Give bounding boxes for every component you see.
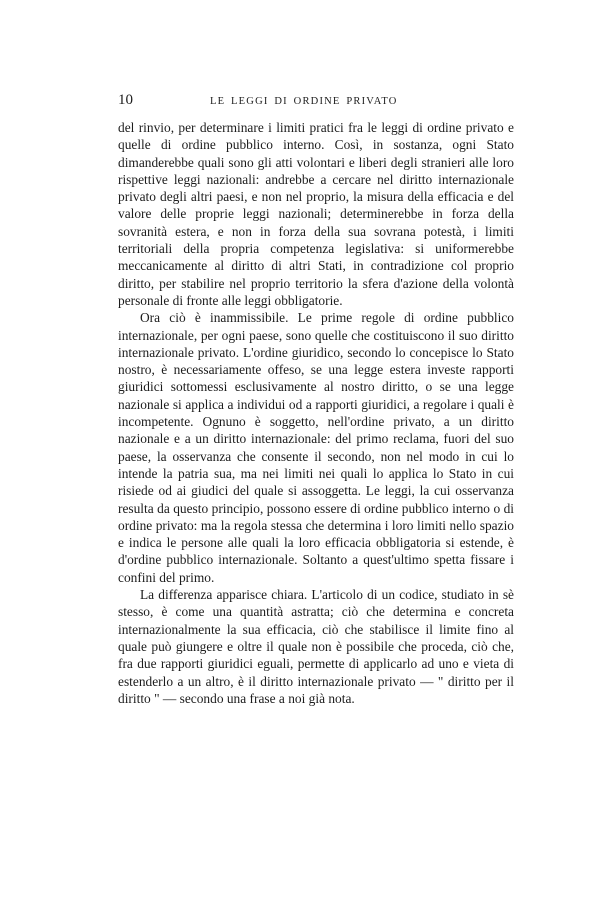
- page-number: 10: [118, 92, 133, 108]
- running-title: LE LEGGI DI ORDINE PRIVATO: [210, 96, 398, 107]
- book-page: [118, 92, 514, 707]
- body-text: [118, 119, 514, 707]
- paragraph-1: del rinvio, per determinare i limiti pratici fra le leggi di ordine privato e quelle di ordine pubblico interno. Così, in sostanza, ogni Stato dimanderebbe quali sono gli atti volontari e liberi degli stranieri alle loro rispettive leggi nazionali: andrebbe a cercare nel diritto internazionale privato degli altri paesi, e non nel proprio, la misura della efficacia e del valore delle proprie leggi nazionali; determinerebbe in forza della sovranità estera, e non in forza della sua sovrana potestà, i limiti territoriali della propria competenza legislativa: si uniformerebbe meccanicamente al diritto di altri Stati, in contradizione col proprio diritto, per stabilire nel proprio territorio la sfera d'azione della volontà personale di fronte alle leggi obbligatorie.: [118, 120, 514, 308]
- page-header: [118, 92, 514, 116]
- paragraph-3: La differenza apparisce chiara. L'articolo di un codice, studiato in sè stesso, è come una quantità astratta; ciò che determina e concreta internazionalmente la sua efficacia, ciò che stabilisce il limite fino al quale può giungere e oltre il quale non è possibile che proceda, ciò che, fra due rapporti giuridici eguali, permette di applicarlo ad uno e vieta di estenderlo a un altro, è il diritto internazionale privato — " diritto per il diritto " — secondo una frase a noi già nota.: [118, 587, 514, 706]
- paragraph-2: Ora ciò è inammissibile. Le prime regole di ordine pubblico internazionale, per ogni paese, sono quelle che costituiscono il suo diritto internazionale privato. L'ordine giuridico, secondo lo concepisce lo Stato nostro, è necessariamente offeso, se una legge estera investe rapporti giuridici sottomessi esclusivamente al nostro diritto, o se una legge nazionale si applica a individui od a rapporti giuridici, a regolare i quali è incompetente. Ognuno è soggetto, nell'ordine privato, a un diritto nazionale e a un diritto internazionale: del primo reclama, fuori del suo paese, la osservanza che consente il secondo, non nel modo in cui lo intende la patria sua, ma nei limiti nei quali lo applica lo Stato in cui risiede od ai giudici del quale si assoggetta. Le leggi, la cui osservanza resulta da questo principio, possono essere di ordine pubblico interno o di ordine privato: ma la regola stessa che determina i loro limiti nello spazio e indica le persone alle quali la loro efficacia obbligatoria si estende, è d'ordine pubblico internazionale. Soltanto a quest'ultimo spetta fissare i confini del primo.: [118, 310, 514, 585]
